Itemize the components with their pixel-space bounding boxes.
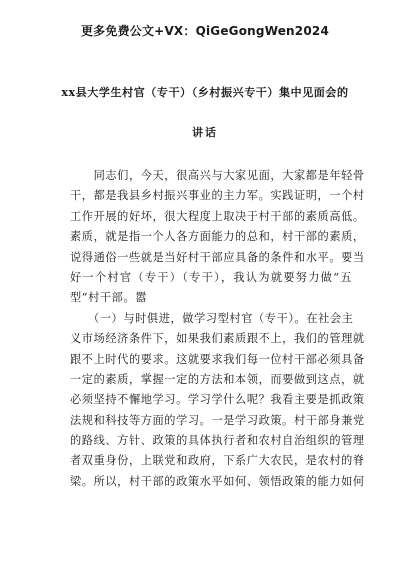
body-line: 说得通俗一些就是当好村干部应具备的条件和水平。要当 (70, 250, 365, 264)
document-title: xx县大学生村官（专干）（乡村振兴专干）集中见面会的 (61, 86, 349, 99)
body-line: 同志们，今天，很高兴与大家见面，大家都是年轻骨 (70, 169, 365, 182)
body-line: 型”村干部。嚣 (70, 291, 148, 305)
body-line: 梁。所以，村干部的政策水平如何、领悟政策的能力如何 (70, 474, 365, 488)
body-line: 必须坚持不懈地学习。学习学什么呢？我看主要是抓政策 (70, 393, 365, 407)
document-body (70, 166, 365, 492)
body-line: （一）与时俱进，做学习型村官（专干）。在社会主 (70, 311, 354, 325)
body-line: 者双重身份，上联党和政府，下系广大农民，是农村的脊 (70, 454, 365, 468)
body-line: 的路线、方针、政策的具体执行者和农村自治组织的管理 (70, 434, 365, 448)
promo-header: 更多免费公文+VX：QiGeGongWen2024 (80, 24, 329, 38)
body-line: 工作开展的好坏，很大程度上取决于村干部的素质高低。 (70, 209, 365, 223)
body-line: 跟不上时代的要求。这就要求我们每一位村干部必须具备 (70, 352, 365, 366)
body-line: 素质，就是指一个人各方面能力的总和，村干部的素质， (70, 230, 365, 244)
body-line: 法规和科技等方面的学习。一是学习政策。村干部身兼党 (70, 413, 365, 427)
body-line: 干，都是我县乡村振兴事业的主力军。实践证明，一个村 (70, 189, 365, 203)
body-line: 好一个村官（专干）（专干），我认为就要努力做“五 (70, 270, 352, 284)
body-line: 义市场经济条件下，如果我们素质跟不上，我们的管理就 (70, 332, 365, 346)
body-line: 一定的素质，掌握一定的方法和本领，而要做到这点，就 (70, 372, 365, 386)
document-subtitle: 讲话 (192, 126, 218, 139)
